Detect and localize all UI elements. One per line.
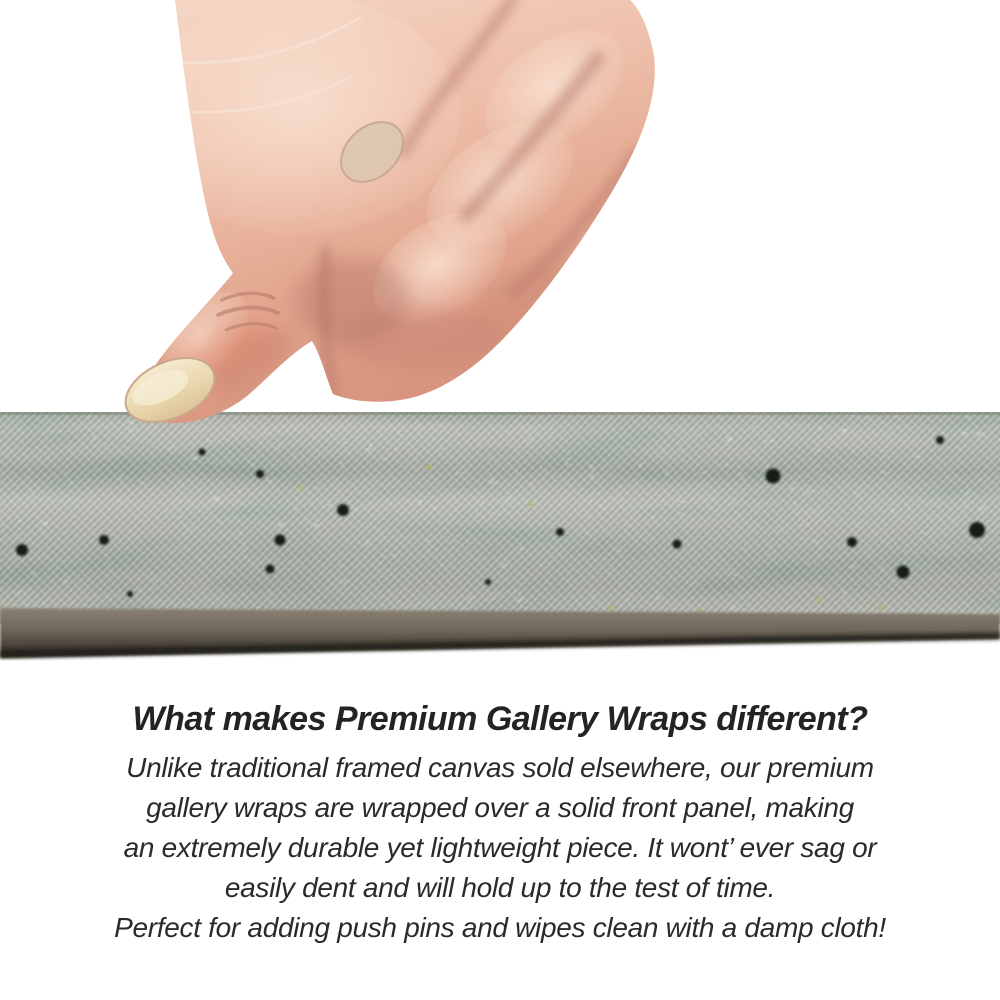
body-line: Unlike traditional framed canvas sold elsewhere, our premium bbox=[126, 752, 874, 783]
headline: What makes Premium Gallery Wraps different? bbox=[132, 700, 868, 738]
body-line: easily dent and will hold up to the test of time. bbox=[224, 872, 776, 903]
body-line: an extremely durable yet lightweight piece. It wont’ ever sag or bbox=[123, 832, 877, 863]
marketing-copy bbox=[0, 700, 1000, 948]
body-line: gallery wraps are wrapped over a solid front panel, making bbox=[146, 792, 854, 823]
body-line: Perfect for adding push pins and wipes clean with a damp cloth! bbox=[114, 912, 886, 943]
